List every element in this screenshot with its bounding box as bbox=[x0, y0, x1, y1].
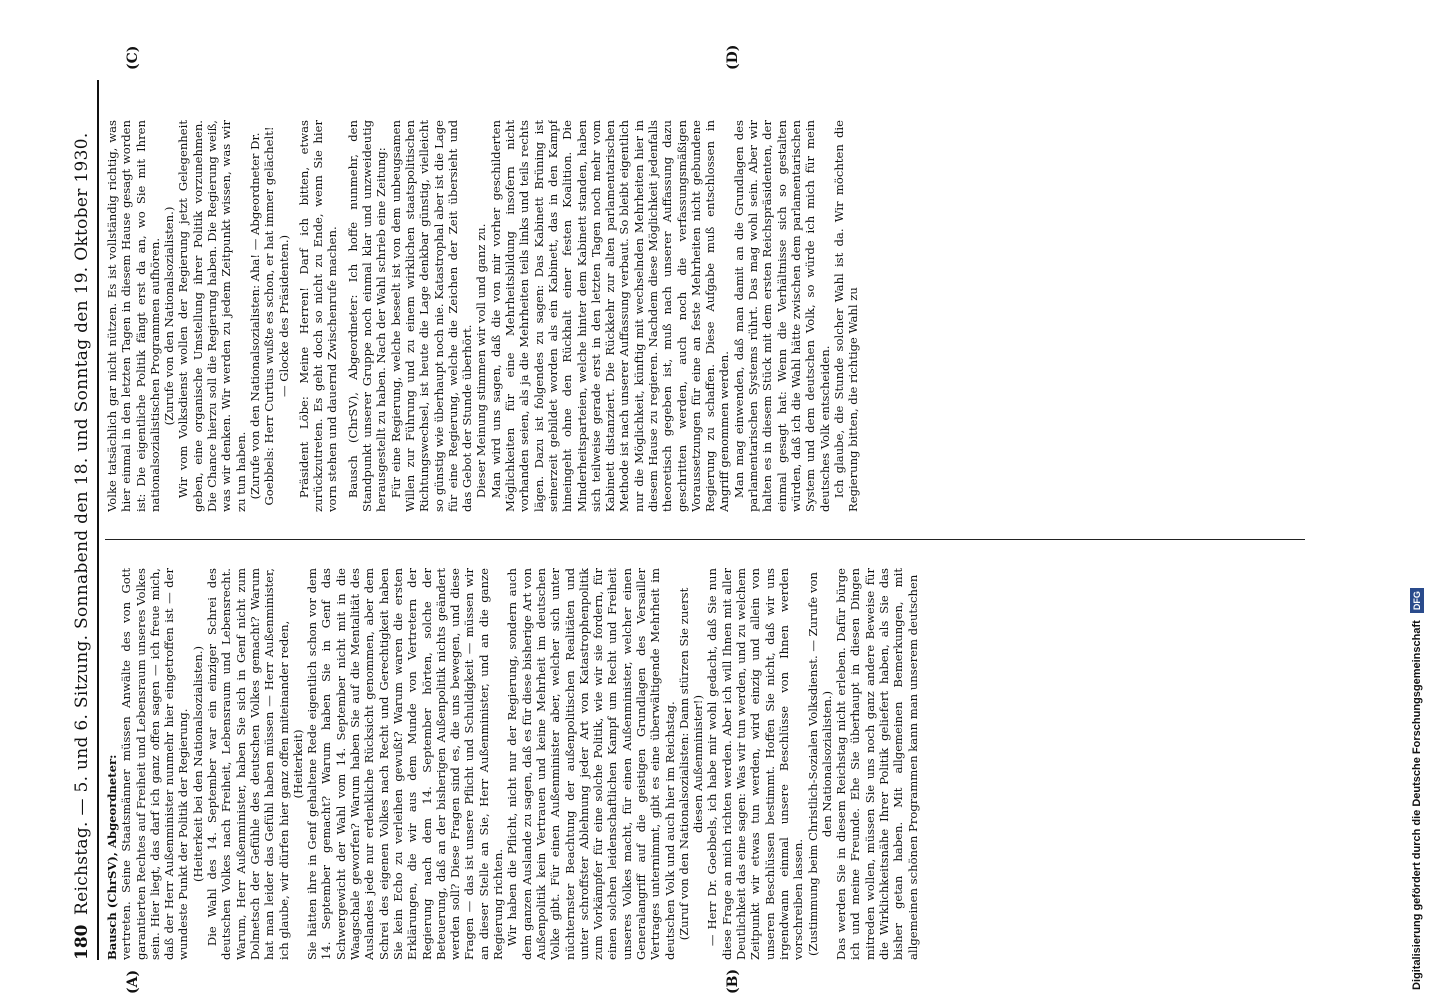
interjection: (Zuruf von den Nationalsozialisten: Dann stürzen Sie zuerst diesen Außenminister!) bbox=[676, 587, 706, 941]
margin-marker-d: (D) bbox=[725, 44, 741, 70]
paragraph: Volke tatsächlich gar nicht nützen. Es ist vollständig richtig, was hier einmal in den letzten Tagen in diesem Hause gesagt worden ist: Die eigentliche Politik fängt erst da an, wo Sie mit Ihren nationalsozialistischen Programmen aufhören. bbox=[105, 120, 162, 512]
interjection: (Zustimmung beim Christlich-Sozialen Volksdienst. — Zurufe von den Nationalsozialisten.) bbox=[805, 572, 834, 956]
margin-marker-c: (C) bbox=[125, 45, 141, 70]
paragraph: — Herr Dr. Goebbels, ich habe mir wohl gedacht, daß Sie nun diese Frage an mich richten werden. Aber ich will Ihnen mit aller Deutlichkeit das eine sagen: Was wir tun werden, und zu welchem Zeitpunkt wir etwas tun werden, wird einzig und allein von unseren Beschlüssen bestimmt. Hoffen Sie nicht, daß wir uns irgendwann einmal unsere Beschlüsse von Ihnen werden vorschreiben lassen. bbox=[705, 568, 806, 960]
paragraph: Sie hätten ihre in Genf gehaltene Rede eigentlich schon vor dem 14. September gemacht? Warum haben Sie in Genf das Schwergewicht der Wahl vom 14. September nicht mit in die Waagschale geworfen? Warum haben Sie auf die Mentalität des Auslandes jede nur erdenkliche Rücksicht genommen, aber dem Schrei des eigenen Volkes nach Recht und Gerechtigkeit haben Sie kein Echo zu verleihen gewußt? Warum waren die ersten Erklärungen, die wir aus dem Munde von Vertretern der Regierung nach dem 14. September hörten, solche der Beteuerung, daß an der bisherigen Außenpolitik nichts geändert werden soll? Diese Fragen sind es, die uns bewegen, und diese Fragen — das ist unsere Pflicht und Schuldigkeit — müssen wir an dieser Stelle an Sie, Herr Außenminister, und an die ganze Regierung richten. bbox=[305, 568, 506, 960]
left-column bbox=[105, 568, 1305, 960]
margin-marker-b: (B) bbox=[725, 968, 741, 994]
dfg-logo-icon: DFG bbox=[1410, 588, 1424, 613]
paragraph: Dieser Meinung stimmen wir voll und ganz zu. bbox=[474, 223, 489, 499]
paragraph: Man mag einwenden, daß man damit an die Grundlagen des parlamentarischen Systems rührt. Das mag wohl sein. Aber wir halten es in diesem Stück mit dem ersten Reichspräsidenten, der einmal gesagt hat: Wenn die Verhältnisse sich so gestalten würden, daß ich die Wahl hätte zwischen dem parlamentarischen System und dem deutschen Volk, so würde ich mich für mein deutsches Volk entscheiden. bbox=[731, 120, 832, 512]
rotated-page-content bbox=[65, 44, 1310, 994]
paragraph: Man wird uns sagen, daß die von mir vorher geschilderten Möglichkeiten für eine Mehrheitsbildung insofern nicht vorhanden seien, als ja die Mehrheiten teils links und teils rechts lägen. Dazu ist folgendes zu sagen: Das Kabinett Brüning ist seinerzeit gebildet worden als ein Kabinett, das in den Kampf hineingeht ohne den Rückhalt einer festen Koalition. Die Minderheitsparteien, welche hinter dem Kabinett standen, haben sich teilweise gerade erst in den letzten Tagen noch mehr vom Kabinett distanziert. Die Rückkehr zur alten parlamentarischen Methode ist nach unserer Auffassung verbaut. So bleibt eigentlich nur die Möglichkeit, künftig mit wechselnden Mehrheiten hier in diesem Hause zu regieren. Nachdem diese Möglichkeit jedenfalls theoretisch gegeben ist, muß nach unserer Auffassung dazu geschritten werden, auch noch die verfassungsmäßigen Voraussetzungen für eine an feste Mehrheiten nicht gebundene Regierung zu schaffen. Diese Aufgabe muß entschlossen in Angriff genommen werden. bbox=[488, 120, 732, 512]
digitization-credit bbox=[1405, 10, 1429, 990]
running-header bbox=[65, 80, 99, 960]
paragraph: Die Wahl des 14. September war ein einziger Schrei des deutschen Volkes nach Freiheit, Lebensraum und Lebensrecht. Warum, Herr Außenminister, haben Sie sich in Genf nicht zum Dolmetsch der Gefühle des deutschen Volkes gemacht? Warum hat man leider das Gefühl haben müssen — Herr Außenminister, ich glaube, wir dürfen hier ganz offen miteinander reden, bbox=[205, 568, 291, 960]
header-title: Reichstag. — 5. und 6. Sitzung. Sonnabend den 18. und Sonntag den 19. Oktober 1930. bbox=[72, 132, 92, 915]
credit-text: Digitalisierung gefördert durch die Deutsche Forschungsgemeinschaft bbox=[1411, 620, 1423, 990]
interjection: (Heiterkeit) bbox=[290, 729, 305, 799]
speaker-line: Bausch (ChrSV), Abgeordneter: bbox=[105, 754, 119, 960]
quotation: Für eine Regierung, welche beseelt ist von dem unbeugsamen Willen zur Führung und zu einem wirklichen staatspolitischen Richtungswechsel, ist heute die Lage denkbar günstig, vielleicht so günstig wie überhaupt noch nie. Katastrophal aber ist die Lage für eine Regierung, welche die Zeichen der Zeit übersieht und das Gebot der Stunde überhört. bbox=[388, 120, 475, 512]
paragraph: vertreten. Seine Staatsmänner müssen Anwälte des von Gott garantierten Rechtes auf Freiheit und Lebensraum unseres Volkes sein. Hier liegt, das darf ich ganz offen sagen — ich freue mich, daß der Herr Außenminister nunmehr hier eingetroffen ist — der wundeste Punkt der Politik der Regierung. bbox=[119, 568, 191, 960]
speaker-paragraph: Bausch (ChrSV), Abgeordneter: Ich hoffe nunmehr, den Standpunkt unserer Gruppe noch einmal klar und unzweideutig herausgestellt zu haben. Nach der Wahl schrieb eine Zeitung: bbox=[345, 120, 389, 512]
margin-marker-a: (A) bbox=[125, 969, 141, 994]
column-divider bbox=[105, 539, 1305, 540]
paragraph: Das werden Sie in diesem Reichstag nicht erleben. Dafür bürge ich und meine Freunde. Ehe Sie überhaupt in diesen Dingen mitreden wollen, müssen Sie uns noch ganz andere Beweise für die Wirklichkeitsnähe Ihrer Politik geliefert haben, als Sie das bisher getan haben. Mit allgemeinen Bemerkungen, mit allgemeinen schönen Programmen kann man unserem deutschen bbox=[834, 568, 920, 960]
interjection: (Heiterkeit bei den Nationalsozialisten.) bbox=[190, 645, 205, 883]
interjection: (Zurufe von den Nationalsozialisten: Aha! — Abgeordneter Dr. Goebbels: Herr Curtius wußte es schon, er hat immer gelächelt! — Glocke des Präsidenten.) bbox=[247, 126, 291, 506]
paragraph: Wir haben die Pflicht, nicht nur der Regierung, sondern auch dem ganzen Auslande zu sagen, daß es für diese bisherige Art von Außenpolitik kein Vertrauen und keine Mehrheit im deutschen Volke gibt. Für einen Außenminister aber, welcher sich unter nüchternster Beachtung der außenpolitischen Realitäten und unter schroffster Ablehnung jeder Art von Katastrophenpolitik zum Vorkämpfer für eine solche Politik, wie wir sie fordern, für einen solchen leidenschaftlichen Kampf um Recht und Freiheit unseres Volkes macht, für einen Außenminister, welcher einen Generalangriff auf die geistigen Grundlagen des Versailler Vertrages unternimmt, gibt es eine überwältigende Mehrheit im deutschen Volk und auch hier im Reichstag. bbox=[505, 568, 677, 960]
interjection: (Zurufe von den Nationalsozialisten.) bbox=[162, 206, 177, 426]
right-column bbox=[105, 120, 1305, 512]
page-number: 180 bbox=[72, 924, 92, 960]
paragraph: Ich glaube, die Stunde solcher Wahl ist da. Wir möchten die Regierung bitten, die richtige Wahl zu bbox=[831, 120, 861, 512]
speaker-paragraph: Präsident Löbe: Meine Herren! Darf ich bitten, etwas zurückzutreten. Es geht doch so nicht zu Ende, wenn Sie hier vorn stehen und dauernd Zwischenrufe machen. bbox=[296, 120, 340, 512]
paragraph: Wir vom Volksdienst wollen der Regierung jetzt Gelegenheit geben, eine organische Umstellung ihrer Politik vorzunehmen. Die Chance hierzu soll die Regierung haben. Die Regierung weiß, was wir denken. Wir werden zu jedem Zeitpunkt wissen, was wir zu tun haben. bbox=[176, 120, 248, 512]
